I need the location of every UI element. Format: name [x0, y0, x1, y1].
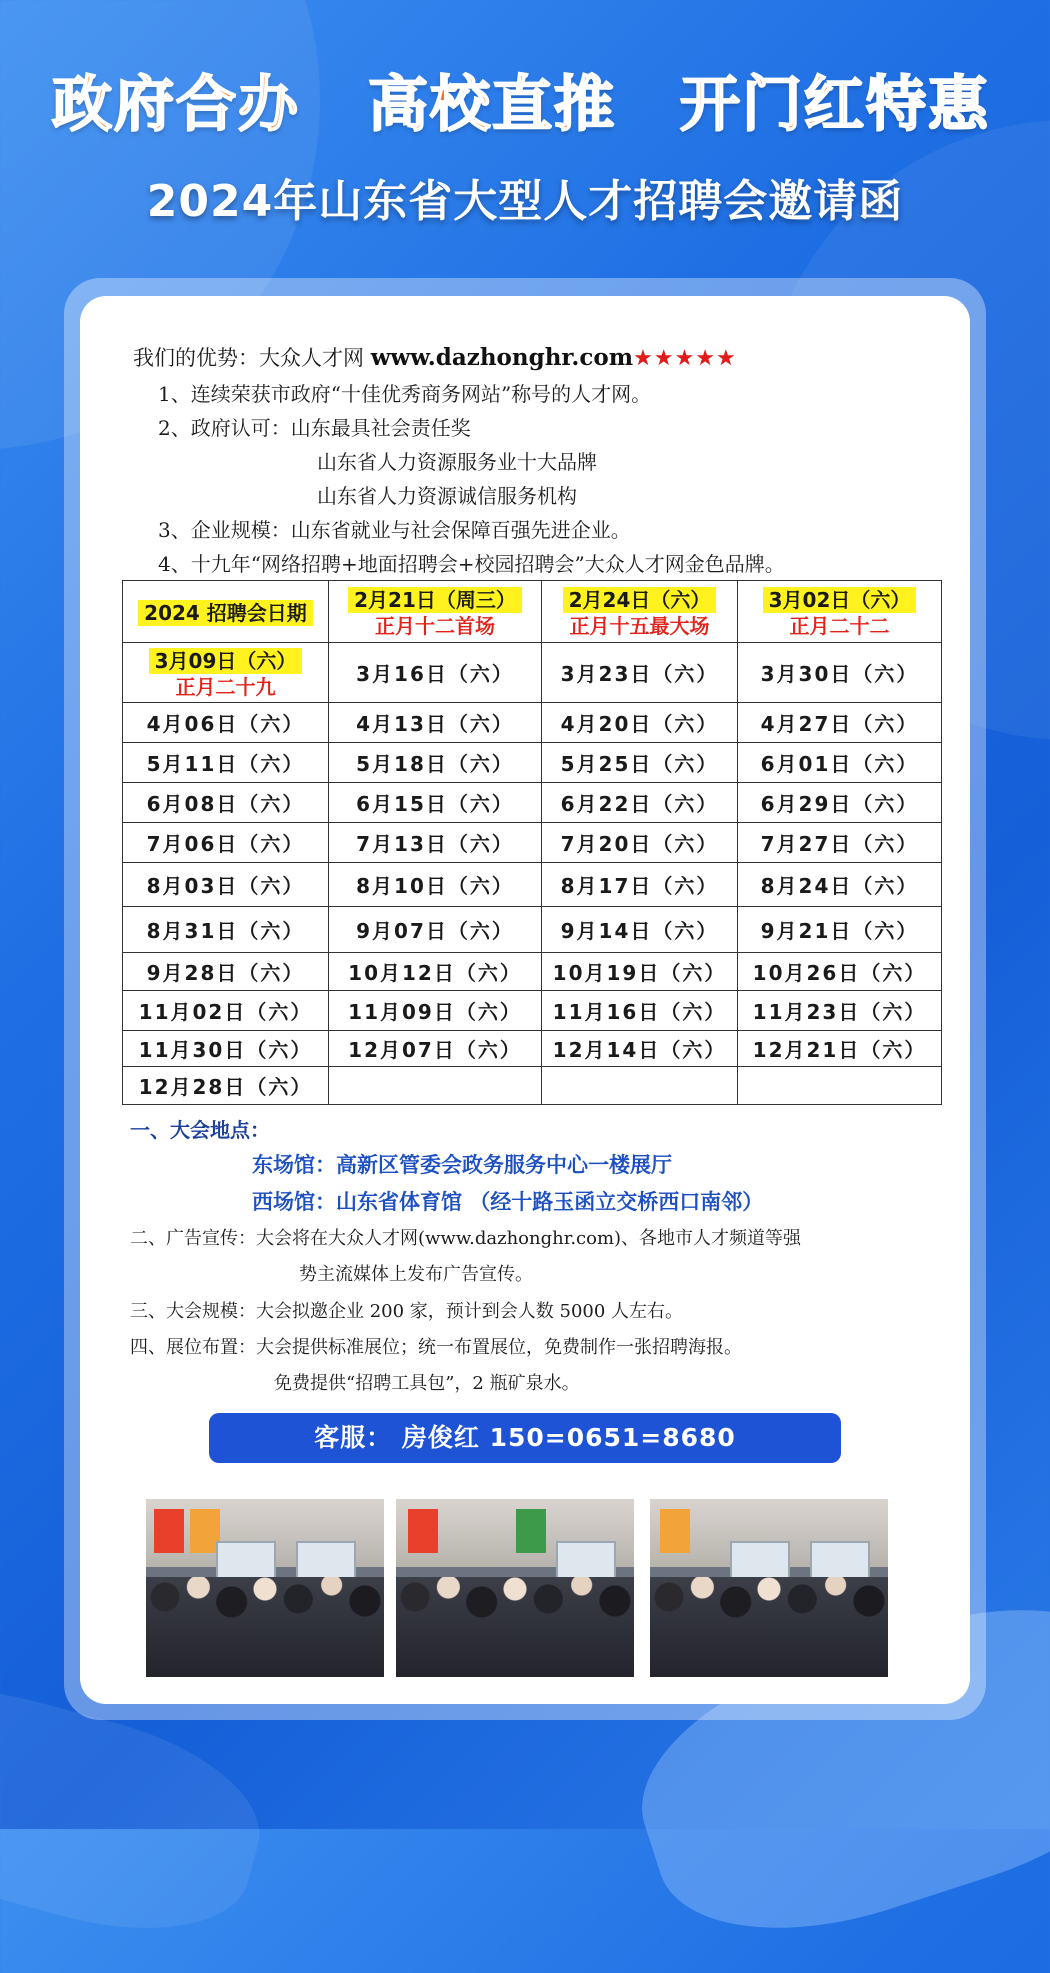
customer-service-banner[interactable]: 客服： 房俊红 150=0651=8680 [209, 1413, 841, 1463]
table-cell: 12月14日（六） [542, 1031, 738, 1067]
table-cell: 11月30日（六） [123, 1031, 329, 1067]
table-cell: 8月31日（六） [123, 907, 329, 953]
photo-crowd [396, 1577, 634, 1677]
photo-banner [154, 1509, 184, 1553]
photo-crowd [146, 1577, 384, 1677]
table-header-cell [329, 581, 542, 643]
table-row [123, 863, 942, 907]
table-cell: 6月29日（六） [738, 783, 942, 823]
event-photo [146, 1499, 384, 1677]
date-note: 正月十二首场 [375, 614, 495, 638]
photo-banner [660, 1509, 690, 1553]
table-row [123, 581, 942, 643]
ads-line: 二、广告宣传：大会将在大众人才网(www.dazhonghr.com)、各地市人才频道等强 [130, 1228, 802, 1249]
table-cell [123, 643, 329, 703]
date-note: 正月十五最大场 [569, 614, 710, 638]
table-cell: 8月24日（六） [738, 863, 942, 907]
date-highlight: 3月02日（六） [763, 587, 917, 613]
table-cell [738, 1067, 942, 1105]
table-cell: 11月09日（六） [329, 991, 542, 1031]
table-cell: 10月19日（六） [542, 953, 738, 991]
table-cell: 4月13日（六） [329, 703, 542, 743]
table-cell: 8月03日（六） [123, 863, 329, 907]
table-cell: 3月23日（六） [542, 643, 738, 703]
table-cell: 7月06日（六） [123, 823, 329, 863]
booth-line: 四、展位布置：大会提供标准展位；统一布置展位，免费制作一张招聘海报。 [130, 1337, 742, 1358]
table-cell: 11月23日（六） [738, 991, 942, 1031]
photo-banner [408, 1509, 438, 1553]
table-cell: 11月02日（六） [123, 991, 329, 1031]
headline [0, 62, 1050, 148]
table-cell [329, 1067, 542, 1105]
table-cell: 10月26日（六） [738, 953, 942, 991]
date-highlight: 2月21日（周三） [348, 587, 522, 613]
table-cell: 9月21日（六） [738, 907, 942, 953]
table-cell: 12月21日（六） [738, 1031, 942, 1067]
table-cell: 7月27日（六） [738, 823, 942, 863]
table-cell: 9月07日（六） [329, 907, 542, 953]
photo-crowd [650, 1577, 888, 1677]
date-note: 正月二十九 [175, 675, 276, 699]
advantage-item: 1、连续荣获市政府“十佳优秀商务网站”称号的人才网。 [158, 382, 652, 406]
advantages-title-prefix: 我们的优势：大众人才网 [133, 346, 371, 370]
table-row [123, 783, 942, 823]
table-row [123, 823, 942, 863]
event-photo [650, 1499, 888, 1677]
schedule-header-label: 2024 招聘会日期 [138, 600, 313, 626]
table-cell: 6月15日（六） [329, 783, 542, 823]
table-cell: 10月12日（六） [329, 953, 542, 991]
event-photo [396, 1499, 634, 1677]
table-cell: 5月11日（六） [123, 743, 329, 783]
advantages-title [133, 342, 737, 372]
photo-banner [516, 1509, 546, 1553]
table-cell: 12月28日（六） [123, 1067, 329, 1105]
headline-part-3: 开门红特惠 [680, 70, 990, 140]
venue-east: 东场馆：高新区管委会政务服务中心一楼展厅 [252, 1153, 672, 1177]
table-cell: 6月08日（六） [123, 783, 329, 823]
advantage-item: 3、企业规模：山东省就业与社会保障百强先进企业。 [158, 518, 631, 542]
table-cell: 7月13日（六） [329, 823, 542, 863]
table-row [123, 1031, 942, 1067]
table-header-cell [738, 581, 942, 643]
table-row [123, 991, 942, 1031]
table-cell: 3月16日（六） [329, 643, 542, 703]
table-row [123, 643, 942, 703]
booth-line: 免费提供“招聘工具包”，2 瓶矿泉水。 [274, 1373, 580, 1394]
table-cell: 5月25日（六） [542, 743, 738, 783]
table-cell: 6月22日（六） [542, 783, 738, 823]
date-highlight: 2月24日（六） [563, 587, 717, 613]
table-cell: 7月20日（六） [542, 823, 738, 863]
headline-part-1: 政府合办 [52, 70, 300, 140]
rating-stars: ★★★★★ [633, 346, 737, 371]
advantage-item: 山东省人力资源诚信服务机构 [317, 484, 577, 508]
schedule-table [122, 580, 942, 1105]
table-cell: 9月28日（六） [123, 953, 329, 991]
table-cell: 3月30日（六） [738, 643, 942, 703]
table-cell: 5月18日（六） [329, 743, 542, 783]
table-row [123, 703, 942, 743]
table-cell: 8月17日（六） [542, 863, 738, 907]
table-cell: 4月27日（六） [738, 703, 942, 743]
headline-part-2: 高校直推 [368, 70, 616, 140]
date-note: 正月二十二 [789, 614, 890, 638]
table-cell: 11月16日（六） [542, 991, 738, 1031]
table-cell: 4月06日（六） [123, 703, 329, 743]
advantage-item: 山东省人力资源服务业十大品牌 [317, 450, 597, 474]
table-row [123, 907, 942, 953]
table-cell: 12月07日（六） [329, 1031, 542, 1067]
scale-line: 三、大会规模：大会拟邀企业 200 家，预计到会人数 5000 人左右。 [130, 1301, 684, 1322]
table-cell: 8月10日（六） [329, 863, 542, 907]
advantage-item: 2、政府认可：山东最具社会责任奖 [158, 416, 471, 440]
table-cell [542, 1067, 738, 1105]
ads-line: 势主流媒体上发布广告宣传。 [299, 1264, 533, 1285]
table-row [123, 1067, 942, 1105]
table-cell: 4月20日（六） [542, 703, 738, 743]
table-header-cell [123, 581, 329, 643]
table-header-cell [542, 581, 738, 643]
page-title: 2024年山东省大型人才招聘会邀请函 [146, 176, 904, 227]
table-row [123, 743, 942, 783]
advantage-item: 4、十九年“网络招聘+地面招聘会+校园招聘会”大众人才网金色品牌。 [158, 552, 785, 576]
table-cell: 6月01日（六） [738, 743, 942, 783]
table-row [123, 953, 942, 991]
venue-west: 西场馆：山东省体育馆 （经十路玉函立交桥西口南邻） [252, 1190, 764, 1214]
website-link[interactable]: www.dazhonghr.com [370, 344, 634, 371]
table-cell: 9月14日（六） [542, 907, 738, 953]
venue-heading: 一、大会地点： [130, 1118, 270, 1142]
date-highlight: 3月09日（六） [149, 648, 303, 674]
